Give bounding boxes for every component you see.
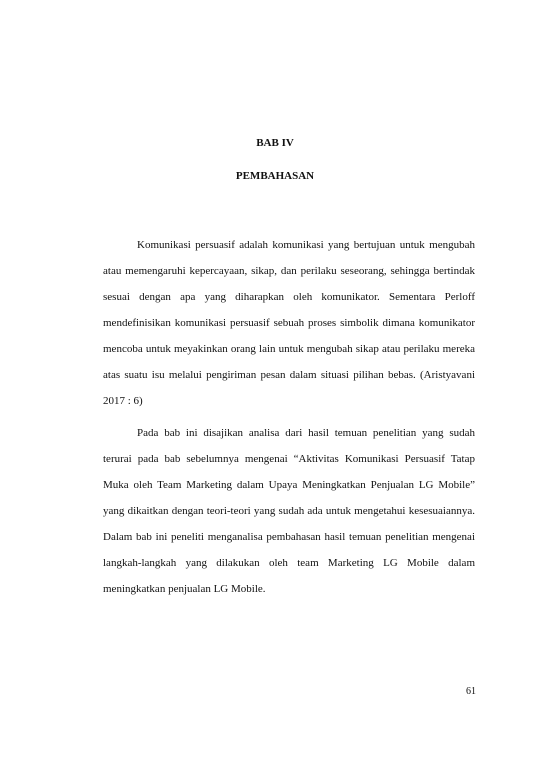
paragraph-chapter-overview: Pada bab ini disajikan analisa dari hasil temuan penelitian yang sudah terurai pada bab sebelumnya mengenai “Aktivitas Komunikasi Persuasif Tatap Muka oleh Team Marketing dalam Upaya Meningkatkan Penjualan LG Mobile” yang dikaitkan dengan teori-teori yang sudah ada untuk mengetahui kesesuaiannya. Dalam bab ini peneliti menganalisa pembahasan hasil temuan penelitian mengenai langkah-langkah yang dilakukan oleh team Marketing LG Mobile dalam meningkatkan penjualan LG Mobile.: [103, 427, 475, 595]
chapter-number: BAB IV: [256, 137, 294, 149]
paragraph-persuasive-communication: Komunikasi persuasif adalah komunikasi yang bertujuan untuk mengubah atau memengaruhi kepercayaan, sikap, dan perilaku seseorang, sehingga bertindak sesuai dengan apa yang diharapkan oleh komunikator. Sementara Perloff mendefinisikan komunikasi persuasif sebuah proses simbolik dimana komunikator mencoba untuk meyakinkan orang lain untuk mengubah sikap atau perilaku mereka atas suatu isu melalui pengiriman pesan dalam situasi pilihan bebas. (Aristyavani 2017 : 6): [103, 239, 475, 407]
body-text: [103, 232, 475, 602]
chapter-title: PEMBAHASAN: [235, 170, 315, 182]
page-number: 61: [466, 686, 476, 697]
